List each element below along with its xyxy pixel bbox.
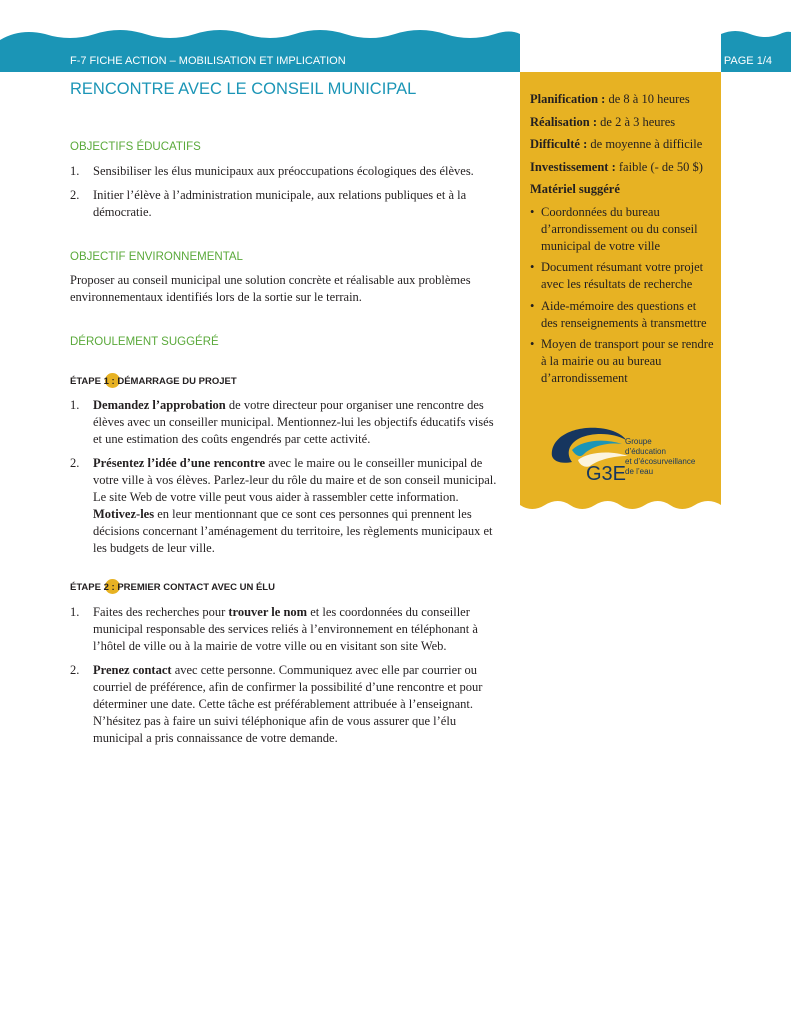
item-text: Faites des recherches pour: [93, 605, 229, 619]
item-number: 1.: [70, 605, 80, 619]
planification-label: Planification :: [530, 92, 606, 106]
list-item: [70, 604, 500, 655]
item-number: 2.: [70, 663, 80, 677]
objectifs-educatifs-list: [70, 163, 500, 228]
list-item: • Document résumant votre projet avec les résultats de recherche: [530, 259, 715, 293]
sidebar-content: [530, 91, 715, 392]
objectifs-educatifs-heading: OBJECTIFS ÉDUCATIFS: [70, 141, 201, 153]
item-text: et les coordonnées du conseiller municipal responsable des services reliés à l’environnement en téléphonant à l’hôtel de ville ou à la mairie de votre ville ou en visitant son site Web.: [93, 605, 478, 653]
investissement-value: faible (- de 50 $): [615, 159, 703, 174]
step-prefix: ÉTAPE: [70, 376, 104, 387]
item-bold: trouver le nom: [228, 605, 308, 619]
step-1-heading: [70, 376, 237, 388]
objectif-environnemental-text: Proposer au conseil municipal une solution concrète et réalisable aux problèmes environnementaux identifiés lors de la sortie sur le terrain.: [70, 273, 471, 304]
investissement-row: [530, 159, 715, 176]
list-item: [70, 662, 500, 747]
item-text: Sensibiliser les élus municipaux aux préoccupations écologiques des élèves.: [93, 164, 474, 178]
item-text: avec cette personne. Communiquez avec elle par courrier ou courriel de préférence, afin de confirmer la possibilité d’une rencontre et pour déterminer une date. Cette tâche est préférablement attribuée à l’enseignant. N’hésitez pas à faire un suivi téléphonique afin de vous assurer que l’élu municipal a pris connaissance de votre demande.: [93, 663, 483, 745]
step-title: PREMIER CONTACT AVEC UN ÉLU: [114, 582, 275, 593]
realisation-label: Réalisation :: [530, 114, 598, 129]
logo-caption: [625, 437, 695, 477]
item-number: 1.: [70, 164, 80, 178]
item-bold: Motivez-les: [93, 507, 155, 521]
difficulte-value: de moyenne à difficile: [587, 137, 703, 151]
logo-line: Groupe: [625, 437, 652, 446]
item-bold: Présentez l’idée d’une rencontre: [93, 456, 266, 470]
materiel-heading: [530, 181, 715, 198]
list-item: [70, 397, 500, 448]
realisation-value: de 2 à 3 heures: [597, 114, 676, 129]
list-item: [70, 163, 500, 180]
list-item: • Aide-mémoire des questions et des renseignements à transmettre: [530, 298, 715, 332]
objectif-environnemental-heading: OBJECTIF ENVIRONNEMENTAL: [70, 251, 243, 263]
page-title: RENCONTRE AVEC LE CONSEIL MUNICIPAL: [70, 80, 417, 98]
page-number: PAGE 1/4: [723, 55, 772, 67]
list-item: • Moyen de transport pour se rendre à la mairie ou au bureau d’arrondissement: [530, 336, 715, 387]
item-text: Initier l’élève à l’administration municipale, aux relations publiques et à la démocratie.: [93, 188, 467, 219]
header-section-label: F-7 FICHE ACTION – MOBILISATION ET IMPLICATION: [70, 55, 346, 67]
step-1-list: [70, 397, 500, 564]
deroulement-heading: DÉROULEMENT SUGGÉRÉ: [70, 336, 219, 348]
investissement-label: Investissement :: [530, 159, 616, 174]
step-2-list: [70, 604, 500, 754]
realisation-row: [530, 114, 715, 131]
list-item: • Coordonnées du bureau d’arrondissement ou du conseil municipal de votre ville: [530, 204, 715, 255]
item-text: de votre directeur pour organiser une rencontre des élèves avec un conseiller municipal. Mentionnez-lui les objectifs éducatifs visés et une estimation des coûts engendrés par cette activité.: [93, 398, 494, 446]
item-number: 1.: [70, 398, 80, 412]
list-item: [70, 455, 500, 557]
item-bold: Demandez l’approbation: [93, 398, 226, 412]
logo-line: de l’eau: [625, 467, 654, 476]
step-title: DÉMARRAGE DU PROJET: [114, 376, 237, 387]
logo-acronym: G3E: [586, 463, 627, 485]
list-item: [70, 187, 500, 221]
item-number: 2.: [70, 456, 80, 470]
item-text: en leur mentionnant que ce sont ces personnes qui prennent les décisions concernant l’aménagement du territoire, les règlements municipaux et les budgets de leur ville.: [93, 507, 493, 555]
step-prefix: ÉTAPE: [70, 582, 104, 593]
difficulte-row: [530, 136, 715, 153]
logo-line: et d’écosurveillance: [625, 457, 696, 466]
difficulte-label: Difficulté :: [530, 137, 588, 151]
step-number: 1 :: [103, 376, 115, 387]
materiel-list: [530, 204, 715, 388]
planification-value: de 8 à 10 heures: [605, 92, 690, 106]
step-number: 2 :: [103, 582, 115, 593]
step-2-heading: [70, 582, 275, 594]
logo-line: d’éducation: [625, 447, 666, 456]
item-bold: Prenez contact: [93, 663, 172, 677]
materiel-label: Matériel suggéré: [530, 182, 620, 196]
item-text: avec le maire ou le conseiller municipal de votre ville à vos élèves. Parlez-leur du rôle du maire et de son conseil municipal. Le site Web de votre ville peut vous aider à rassembler cette information.: [93, 456, 497, 504]
planification-row: [530, 91, 715, 108]
item-number: 2.: [70, 188, 80, 202]
